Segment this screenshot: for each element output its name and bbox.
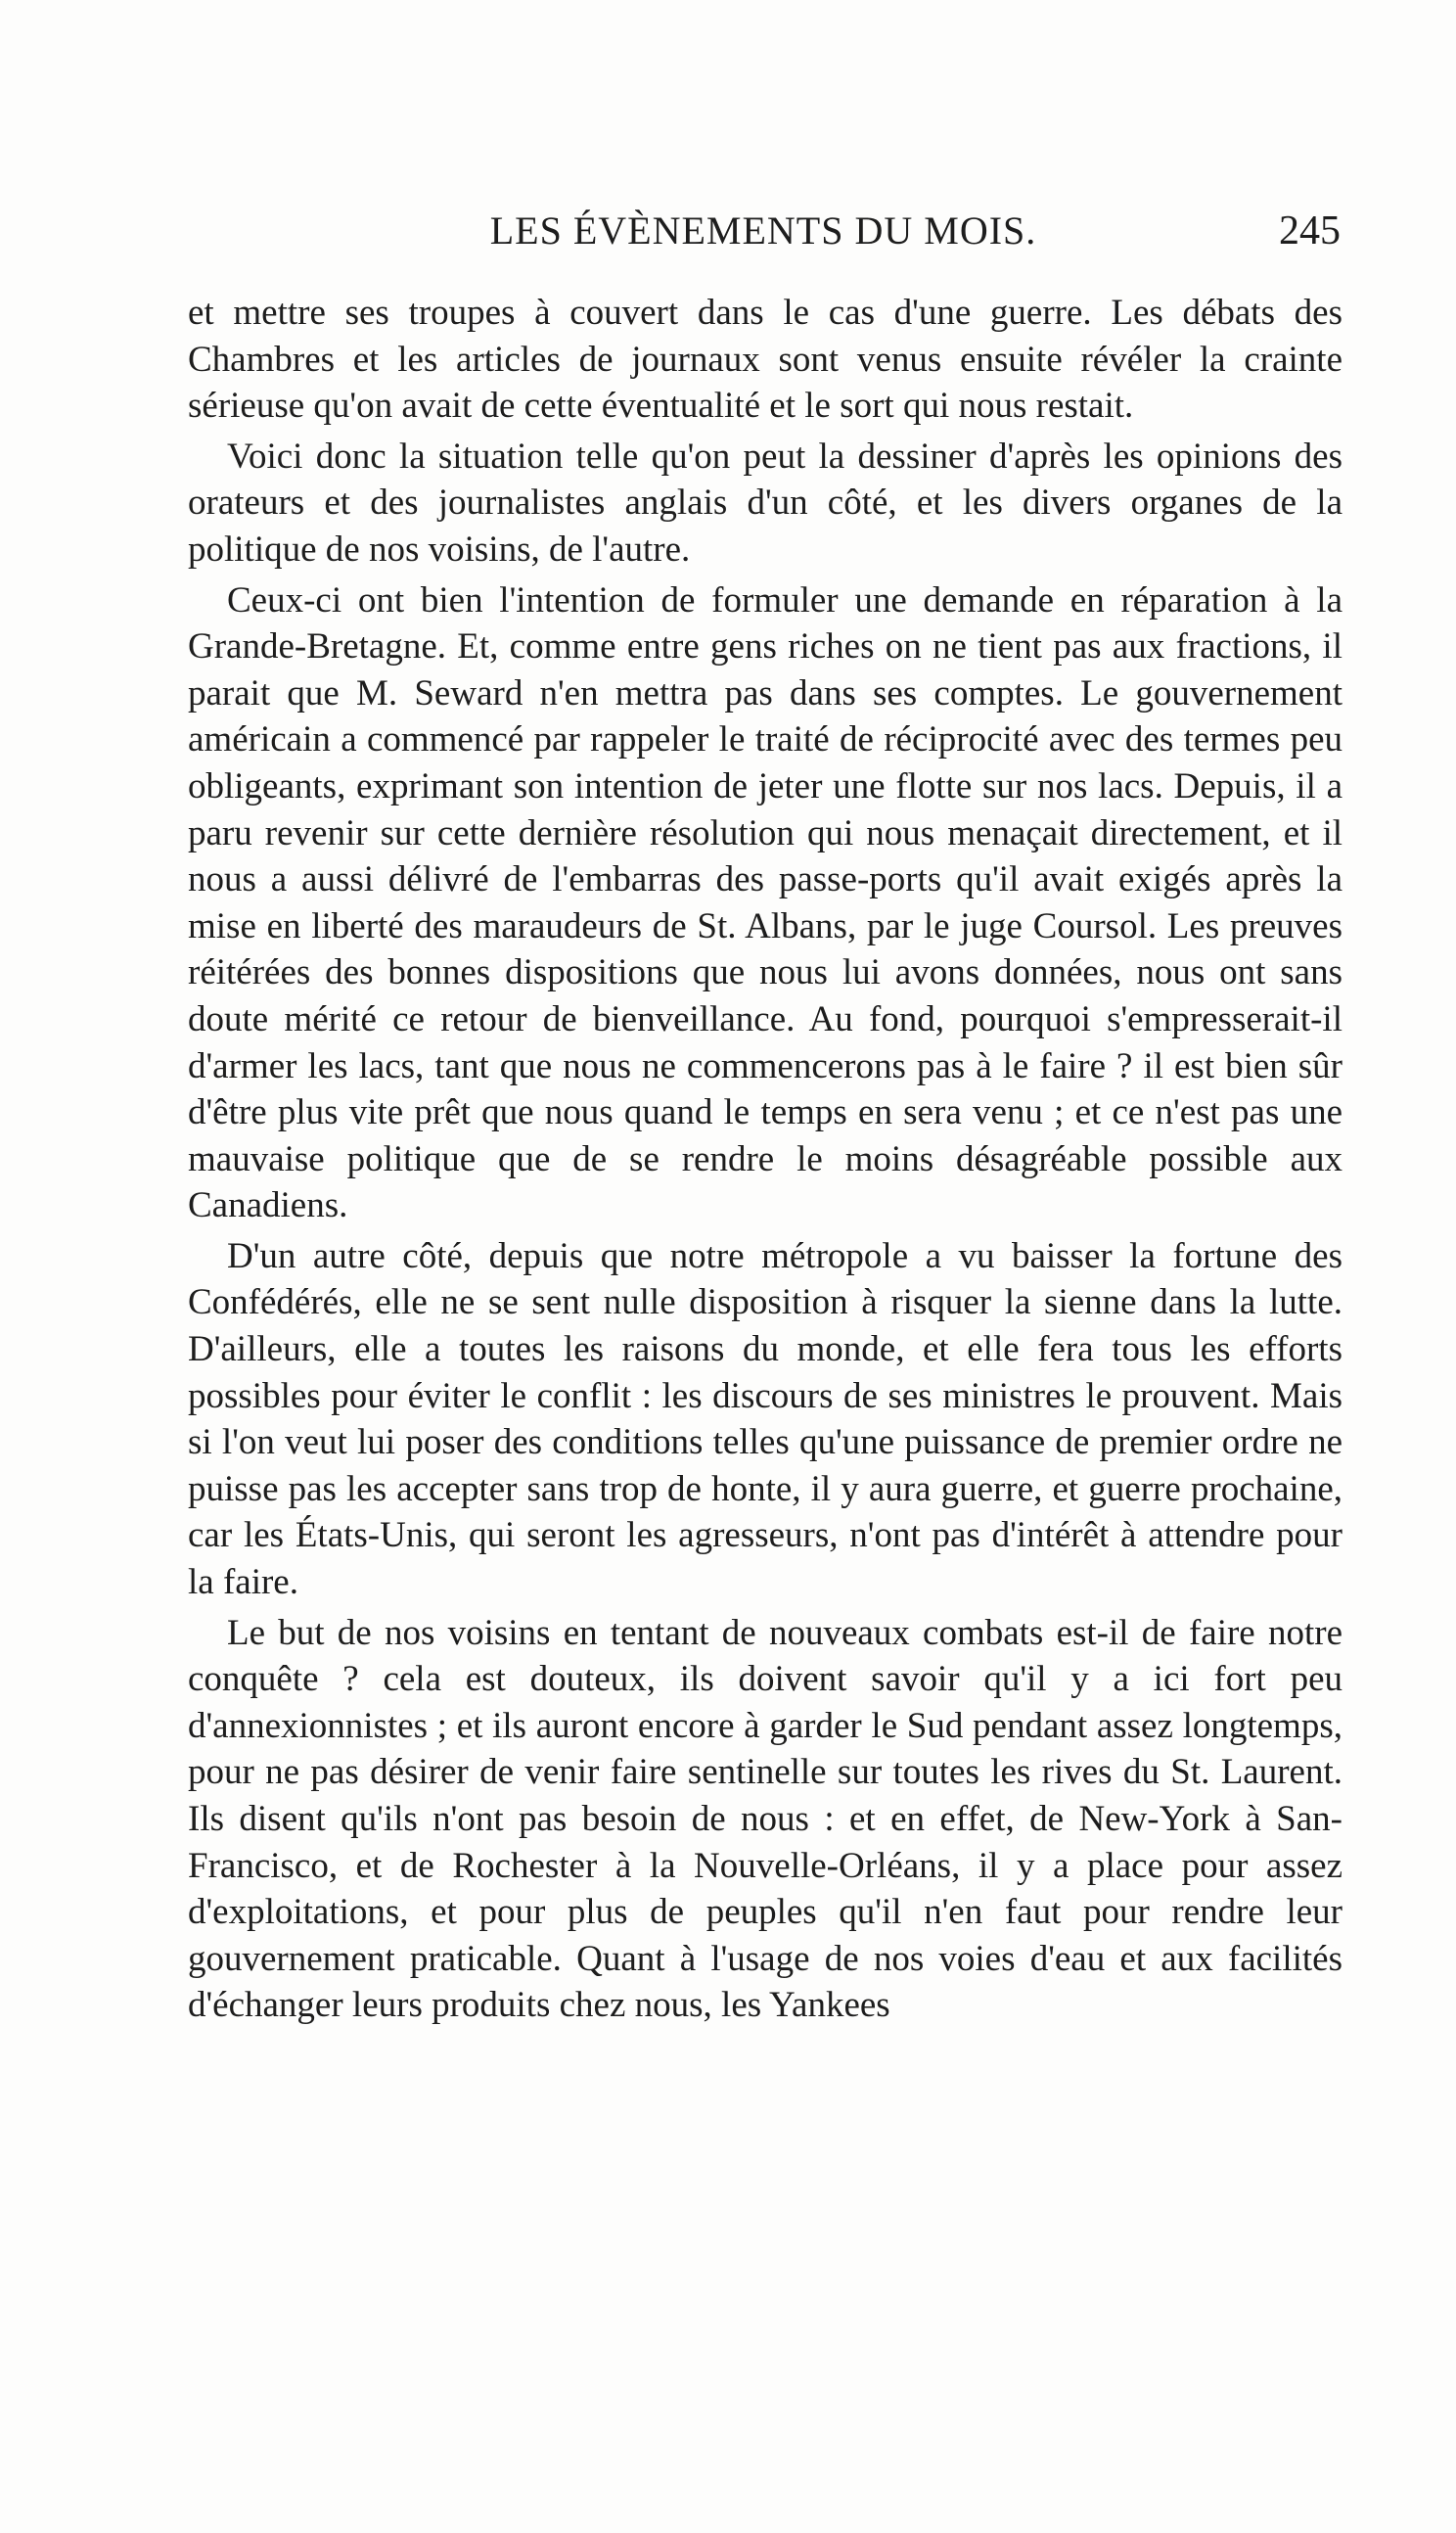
paragraph-continued: et mettre ses troupes à couvert dans le cas d'une guerre. Les débats des Chambres et les articles de journaux sont venus ensuite révéler la crainte sérieuse qu'on avait de cette éventualité et le sort qui nous restait. <box>188 293 1342 427</box>
running-title: LES ÉVÈNEMENTS DU MOIS. <box>489 208 1037 253</box>
page-number: 245 <box>1279 208 1341 253</box>
paragraph: Ceux-ci ont bien l'intention de formuler une demande en réparation à la Grande-Bretagne. Et, comme entre gens riches on ne tient pas aux fractions, il parait que M. Seward n'en mettra pas dans ses comptes. Le gouvernement américain a commencé par rappeler le traité de réciprocité avec des termes peu obligeants, exprimant son intention de jeter une flotte sur nos lacs. Depuis, il a paru revenir sur cette dernière résolution qui nous menaçait directement, et il nous a aussi délivré de l'embarras des passe-ports qu'il avait exigés après la mise en liberté des maraudeurs de St. Albans, par le juge Coursol. Les preuves réitérées des bonnes dispositions que nous lui avons données, nous ont sans doute mérité ce retour de bienveillance. Au fond, pourquoi s'empresserait-il d'armer les lacs, tant que nous ne commencerons pas à le faire ? il est bien sûr d'être plus vite prêt que nous quand le temps en sera venu ; et ce n'est pas une mauvaise politique que de se rendre le moins désagréable possible aux Canadiens. <box>188 579 1342 1226</box>
paragraph: D'un autre côté, depuis que notre métropole a vu baisser la fortune des Confédérés, elle ne se sent nulle disposition à risquer la sienne dans la lutte. D'ailleurs, elle a toutes les raisons du monde, et elle fera tous les efforts possibles pour éviter le conflit : les discours de ses ministres le prouvent. Mais si l'on veut lui poser des conditions telles qu'une puissance de premier ordre ne puisse pas les accepter sans trop de honte, il y aura guerre, et guerre prochaine, car les États-Unis, qui seront les agresseurs, n'ont pas d'intérêt à attendre pour la faire. <box>188 1235 1342 1603</box>
paragraph: Le but de nos voisins en tentant de nouveaux combats est-il de faire notre conquête ? cela est douteux, ils doivent savoir qu'il y a ici fort peu d'annexionnistes ; et ils auront encore à garder le Sud pendant assez longtemps, pour ne pas désirer de venir faire sentinelle sur toutes les rives du St. Laurent. Ils disent qu'ils n'ont pas besoin de nous : et en effet, de New-York à San-Francisco, et de Rochester à la Nouvelle-Orléans, il y a place pour assez d'exploitations, et pour plus de peuples qu'il n'en faut pour rendre leur gouvernement praticable. Quant à l'usage de nos voies d'eau et aux facilités d'échanger leurs produits chez nous, les Yankees <box>188 1612 1342 2026</box>
running-header <box>186 207 1341 266</box>
paragraph: Voici donc la situation telle qu'on peut la dessiner d'après les opinions des orateurs et des journalistes anglais d'un côté, et les divers organes de la politique de nos voisins, de l'autre. <box>188 436 1342 570</box>
body-text <box>188 290 1342 2029</box>
